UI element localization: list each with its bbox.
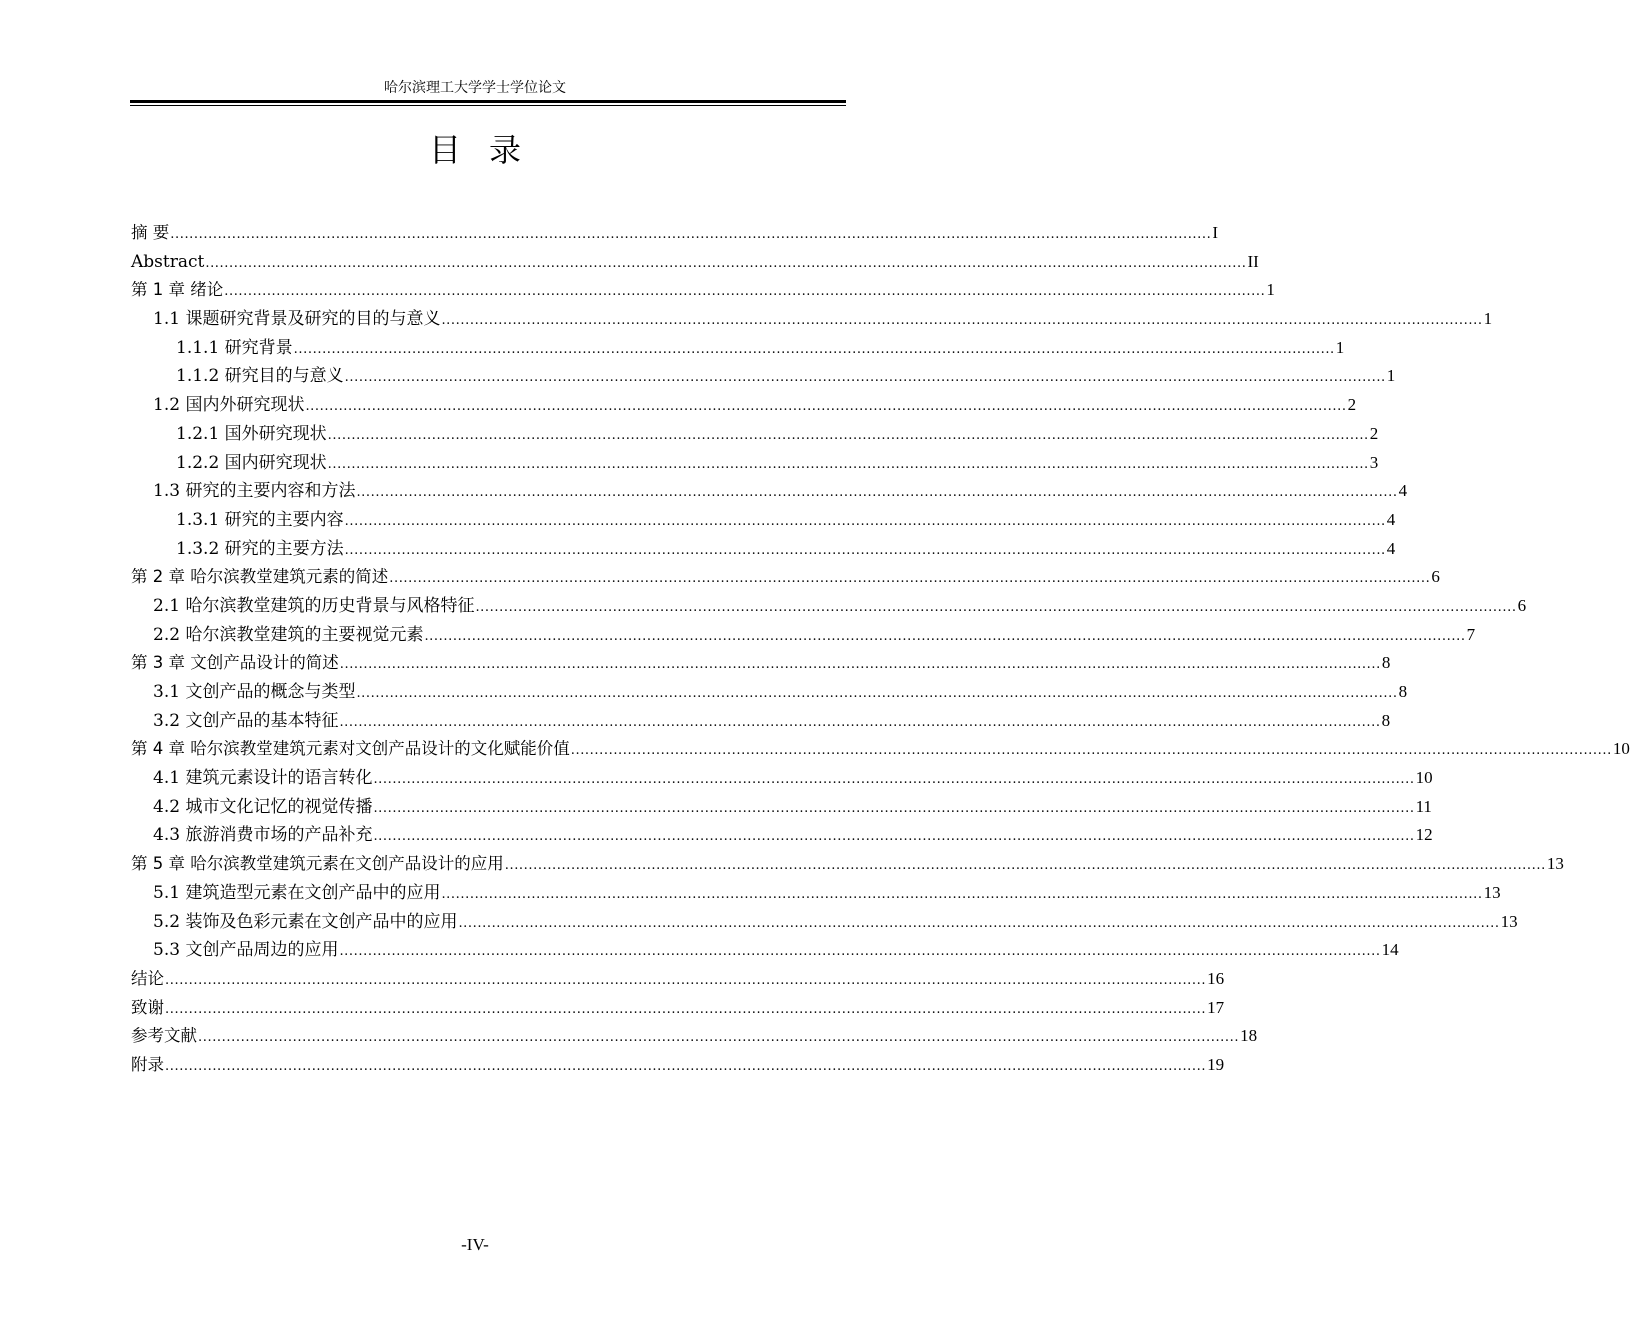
dot-leader: ............................................................................................................................................................................................................................ [441, 886, 1483, 902]
dot-leader: ............................................................................................................................................................................................................................ [327, 427, 1369, 443]
toc-entry-label: 第 4 章 哈尔滨教堂建筑元素对文创产品设计的文化赋能价值 [131, 739, 570, 759]
dot-leader: ............................................................................................................................................................................................................................ [504, 858, 1546, 874]
toc-entry[interactable] [131, 821, 1433, 850]
toc-entry-label: 参考文献 [131, 1026, 197, 1046]
dot-leader: ............................................................................................................................................................................................................................ [373, 829, 1415, 845]
toc-entry-page: 1 [1266, 280, 1275, 300]
dot-leader: ............................................................................................................................................................................................................................ [441, 313, 1483, 329]
dot-leader: ............................................................................................................................................................................................................................ [198, 1030, 1240, 1046]
toc-entry-label: Abstract [131, 251, 205, 272]
toc-entry-label: 1.3.1 研究的主要内容 [176, 509, 344, 530]
toc-entry-label: 5.2 装饰及色彩元素在文创产品中的应用 [153, 911, 458, 932]
toc-entry-label: 1.2 国内外研究现状 [153, 395, 305, 416]
toc-entry[interactable] [131, 563, 1440, 592]
toc-entry-page: 8 [1381, 710, 1391, 730]
toc-entry[interactable] [131, 449, 1379, 478]
toc-entry-page: I [1212, 223, 1219, 242]
toc-entry[interactable] [131, 219, 1219, 248]
toc-entry[interactable] [131, 936, 1399, 965]
toc-entry-page: 13 [1483, 882, 1501, 902]
toc-entry-label: 3.1 文创产品的概念与类型 [153, 682, 356, 702]
toc-entry[interactable] [131, 535, 1396, 564]
toc-entry-label: 1.1.1 研究背景 [176, 337, 293, 358]
dot-leader: ............................................................................................................................................................................................................................ [339, 944, 1381, 960]
toc-entry-label: 4.2 城市文化记忆的视觉传播 [153, 796, 373, 817]
dot-leader: ............................................................................................................................................................................................................................ [339, 657, 1381, 673]
toc-entry-page: 12 [1415, 825, 1433, 845]
toc-entry[interactable] [131, 879, 1501, 908]
toc-entry[interactable] [131, 362, 1396, 391]
dot-leader: ............................................................................................................................................................................................................................ [224, 284, 1266, 300]
page-number: -IV- [461, 1235, 489, 1254]
toc-entry[interactable] [131, 334, 1345, 363]
toc-entry-label: 1.1.2 研究目的与意义 [176, 366, 344, 387]
table-of-contents [131, 219, 1630, 1080]
toc-entry[interactable] [131, 621, 1476, 650]
toc-entry[interactable] [131, 793, 1432, 822]
dot-leader: ............................................................................................................................................................................................................................ [344, 513, 1386, 529]
toc-entry-page: 8 [1381, 653, 1391, 673]
toc-entry[interactable] [131, 1051, 1225, 1080]
toc-entry-label: 1.2.2 国内研究现状 [176, 452, 327, 473]
toc-title: 目录 [428, 131, 549, 169]
running-header: 哈尔滨理工大学学士学位论文 [384, 80, 566, 96]
toc-entry[interactable] [131, 649, 1391, 678]
toc-entry-label: 第 5 章 哈尔滨教堂建筑元素在文创产品设计的应用 [131, 854, 504, 874]
dot-leader: ............................................................................................................................................................................................................................ [205, 255, 1247, 271]
toc-entry-page: 16 [1207, 968, 1225, 988]
toc-entry-label: 摘 要 [131, 223, 170, 242]
toc-entry-page: 13 [1500, 911, 1518, 931]
toc-entry-label: 4.3 旅游消费市场的产品补充 [153, 825, 373, 846]
toc-entry-label: 2.2 哈尔滨教堂建筑的主要视觉元素 [153, 624, 424, 645]
toc-entry-page: 10 [1612, 739, 1630, 759]
toc-entry[interactable] [131, 965, 1225, 994]
toc-entry-label: 5.3 文创产品周边的应用 [153, 940, 339, 961]
toc-entry-label: 附录 [131, 1054, 164, 1074]
toc-entry[interactable] [131, 735, 1630, 764]
dot-leader: ............................................................................................................................................................................................................................ [165, 1001, 1207, 1017]
toc-entry-page: 1 [1483, 309, 1493, 329]
toc-entry-label: 第 3 章 文创产品设计的简述 [131, 653, 339, 673]
dot-leader: ............................................................................................................................................................................................................................ [344, 370, 1386, 386]
dot-leader: ............................................................................................................................................................................................................................ [339, 714, 1381, 730]
dot-leader: ............................................................................................................................................................................................................................ [327, 456, 1369, 472]
toc-entry-label: 2.1 哈尔滨教堂建筑的历史背景与风格特征 [153, 595, 475, 616]
toc-entry[interactable] [131, 592, 1527, 621]
toc-entry-label: 3.2 文创产品的基本特征 [153, 710, 339, 731]
toc-entry-page: 10 [1415, 768, 1433, 788]
dot-leader: ............................................................................................................................................................................................................................ [305, 399, 1347, 415]
toc-entry-page: 13 [1546, 854, 1564, 874]
toc-entry[interactable] [131, 1022, 1258, 1051]
toc-entry-page: 1 [1386, 366, 1396, 386]
toc-entry[interactable] [131, 420, 1379, 449]
toc-entry[interactable] [131, 248, 1259, 277]
dot-leader: ............................................................................................................................................................................................................................ [458, 915, 1500, 931]
toc-entry-page: 8 [1398, 682, 1408, 701]
toc-entry[interactable] [131, 477, 1408, 506]
toc-entry-page: 6 [1517, 595, 1527, 615]
toc-entry-label: 5.1 建筑造型元素在文创产品中的应用 [153, 882, 441, 903]
toc-entry-page: 2 [1369, 423, 1379, 443]
toc-entry[interactable] [131, 391, 1357, 420]
dot-leader: ............................................................................................................................................................................................................................ [373, 800, 1415, 816]
dot-leader: ............................................................................................................................................................................................................................ [165, 972, 1207, 988]
toc-entry-label: 4.1 建筑元素设计的语言转化 [153, 768, 373, 789]
toc-entry-page: 2 [1347, 395, 1357, 415]
dot-leader: ............................................................................................................................................................................................................................ [424, 628, 1466, 644]
toc-entry-page: II [1247, 251, 1259, 271]
toc-entry[interactable] [131, 305, 1493, 334]
toc-entry-page: 3 [1369, 452, 1379, 472]
dot-leader: ............................................................................................................................................................................................................................ [570, 743, 1612, 759]
toc-entry[interactable] [131, 994, 1225, 1023]
toc-entry-label: 第 1 章 绪论 [131, 280, 224, 300]
toc-entry-label: 结论 [131, 968, 164, 988]
toc-entry-page: 7 [1466, 624, 1476, 644]
toc-entry-page: 18 [1240, 1026, 1258, 1046]
toc-entry[interactable] [131, 764, 1433, 793]
toc-entry-label: 1.3.2 研究的主要方法 [176, 538, 344, 559]
toc-entry-label: 1.3 研究的主要内容和方法 [153, 481, 356, 502]
dot-leader: ............................................................................................................................................................................................................................ [293, 341, 1335, 357]
header-rule-thick [130, 100, 846, 103]
toc-entry[interactable] [131, 908, 1518, 937]
toc-entry-page: 4 [1386, 538, 1396, 558]
toc-entry-label: 第 2 章 哈尔滨教堂建筑元素的简述 [131, 567, 389, 587]
dot-leader: ............................................................................................................................................................................................................................ [165, 1058, 1207, 1074]
dot-leader: ............................................................................................................................................................................................................................ [373, 772, 1415, 788]
header-rule-thin [130, 105, 846, 106]
toc-entry-page: 4 [1386, 509, 1396, 529]
dot-leader: ............................................................................................................................................................................................................................ [170, 227, 1212, 242]
toc-entry[interactable] [131, 850, 1564, 879]
toc-entry[interactable] [131, 506, 1396, 535]
toc-entry-page: 4 [1398, 481, 1408, 501]
toc-entry[interactable] [131, 276, 1275, 305]
toc-entry[interactable] [131, 707, 1391, 736]
dot-leader: ............................................................................................................................................................................................................................ [356, 485, 1398, 501]
dot-leader: ............................................................................................................................................................................................................................ [344, 542, 1386, 558]
toc-entry[interactable] [131, 678, 1408, 707]
toc-entry-page: 11 [1415, 796, 1432, 816]
toc-entry-page: 17 [1207, 997, 1225, 1017]
toc-entry-label: 致谢 [131, 997, 164, 1017]
toc-entry-page: 19 [1207, 1054, 1225, 1074]
dot-leader: ............................................................................................................................................................................................................................ [389, 571, 1431, 587]
toc-entry-label: 1.1 课题研究背景及研究的目的与意义 [153, 309, 441, 330]
dot-leader: ............................................................................................................................................................................................................................ [356, 686, 1398, 701]
toc-entry-page: 14 [1381, 940, 1399, 960]
toc-entry-label: 1.2.1 国外研究现状 [176, 423, 327, 444]
dot-leader: ............................................................................................................................................................................................................................ [475, 599, 1517, 615]
toc-entry-page: 6 [1431, 567, 1440, 587]
toc-entry-page: 1 [1335, 337, 1345, 357]
